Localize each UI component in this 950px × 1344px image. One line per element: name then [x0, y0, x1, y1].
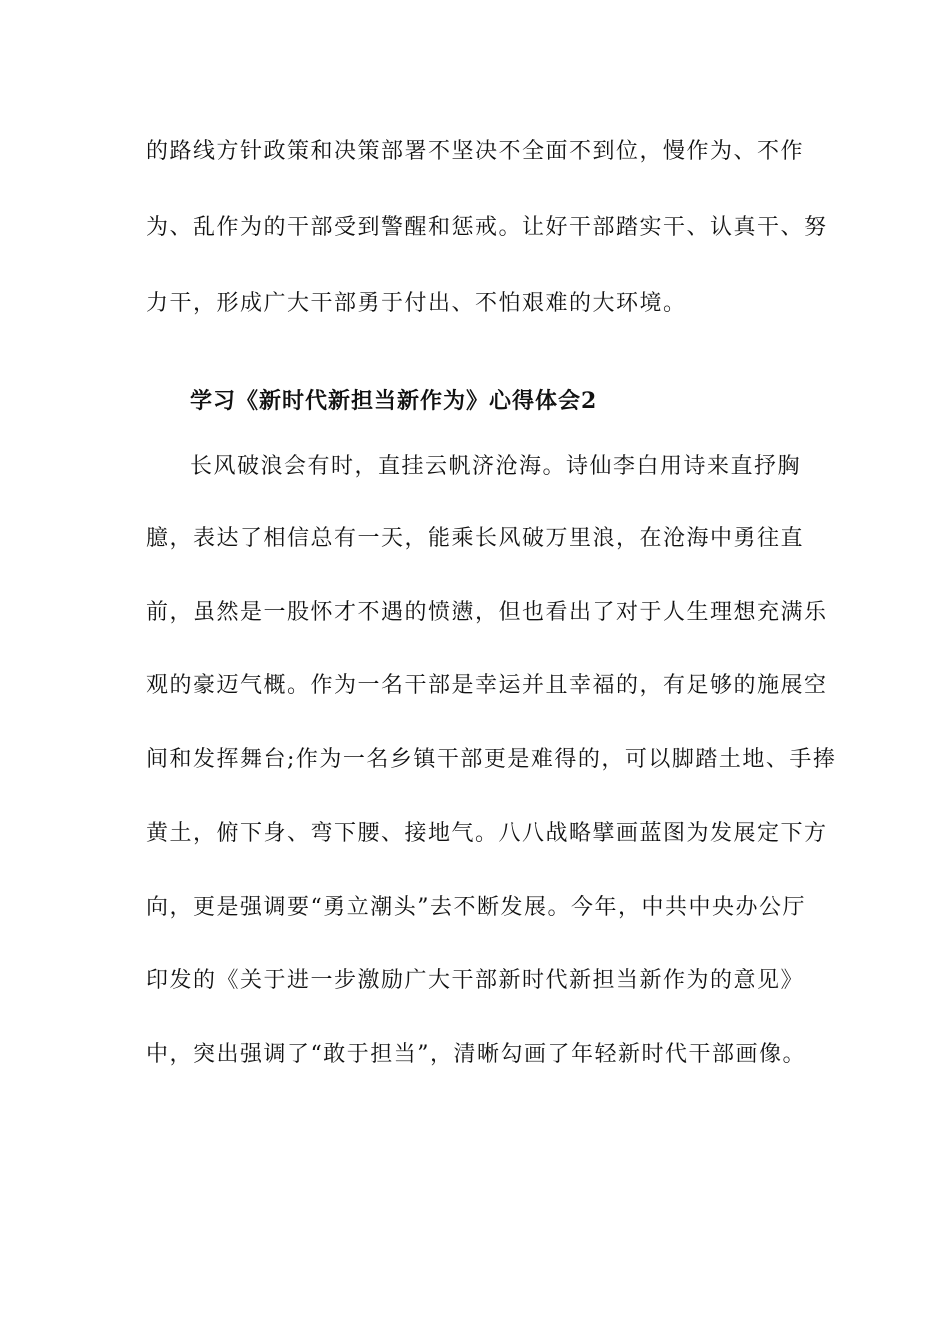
paragraph-line: 中，突出强调了“敢于担当”，清晰勾画了年轻新时代干部画像。 [146, 1042, 806, 1067]
section-heading: 学习《新时代新担当新作为》心得体会2 [190, 388, 598, 414]
paragraph-line: 前，虽然是一股怀才不遇的愤懑，但也看出了对于人生理想充满乐 [146, 600, 828, 625]
paragraph-line: 印发的《关于进一步激励广大干部新时代新担当新作为的意见》 [146, 968, 805, 993]
paragraph-line: 观的豪迈气概。作为一名干部是幸运并且幸福的，有足够的施展空 [146, 673, 828, 698]
paragraph-line: 黄土，俯下身、弯下腰、接地气。八八战略擘画蓝图为发展定下方 [146, 821, 828, 846]
paragraph-line: 为、乱作为的干部受到警醒和惩戒。让好干部踏实干、认真干、努 [146, 215, 828, 240]
paragraph-line: 的路线方针政策和决策部署不坚决不全面不到位，慢作为、不作 [146, 139, 805, 164]
paragraph-line: 力干，形成广大干部勇于付出、不怕艰难的大环境。 [146, 291, 687, 316]
paragraph-line: 长风破浪会有时，直挂云帆济沧海。诗仙李白用诗来直抒胸 [190, 454, 802, 479]
paragraph-line: 间和发挥舞台;作为一名乡镇干部更是难得的，可以脚踏土地、手捧 [146, 747, 837, 772]
paragraph-line: 向，更是强调要“勇立潮头”去不断发展。今年，中共中央办公厅 [146, 895, 806, 920]
paragraph-line: 臆，表达了相信总有一天，能乘长风破万里浪，在沧海中勇往直 [146, 526, 805, 551]
